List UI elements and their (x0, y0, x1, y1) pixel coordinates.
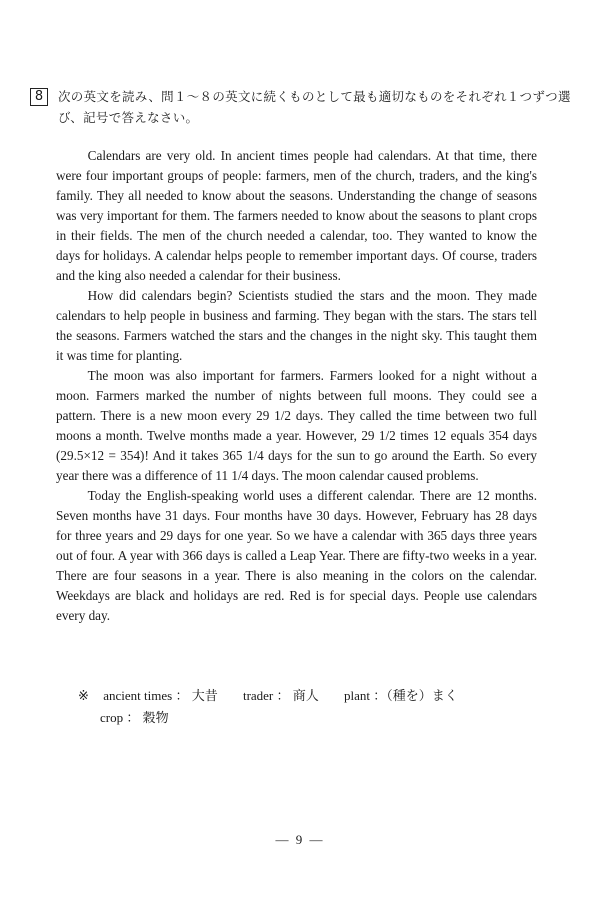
question-header (30, 86, 575, 128)
passage-paragraph-2: How did calendars begin? Scientists studied the stars and the moon. They made calendars to help people in business and farming. They began with the stars. The stars tell the seasons. Farmers watched the stars and the changes in the night sky. This taught them it was time for planting. (56, 288, 537, 363)
notes-row-2 (78, 707, 538, 728)
passage-paragraph-1: Calendars are very old. In ancient times people had calendars. At that time, there were four important groups of people: farmers, men of the church, traders, and the king's family. They all needed to know about the seasons. Understanding the change of seasons was very important for them. The farmers needed to know about the seasons to plant crops in their fields. The men of the church needed a calendar, too. They wanted to know the days for holidays. A calendar helps people to remember important days. Of course, traders and the king also needed a calendar for their business. (56, 148, 537, 283)
reading-passage (56, 146, 537, 626)
page-number: ― 9 ― (275, 832, 325, 847)
passage-paragraph-4: Today the English-speaking world uses a different calendar. There are 12 months. Seven months have 31 days. Four months have 30 days. However, February has 28 days for three years and 29 days for one year. So we have a calendar with 365 days three years out of four. A year with 366 days is called a Leap Year. There are fifty-two weeks in a year. There are four seasons in a year. There is also meaning in the colors on the calendar. Weekdays are black and holidays are red. Red is for special days. People use calendars every day. (56, 488, 537, 623)
question-number-box: 8 (30, 88, 48, 106)
passage-paragraph-3: The moon was also important for farmers. Farmers looked for a night without a moon. Farmers marked the number of nights between full moons. They could see a pattern. There is a new moon every 29 1/2 days. They called the time between two full moons a month. Twelve months made a year. However, 29 1/2 times 12 equals 354 days (29.5×12 = 354)! And it takes 365 1/4 days for the sun to go around the Earth. So every year there was a difference of 11 1/4 days. The moon calendar caused problems. (56, 368, 537, 483)
note-marker: ※ (78, 689, 89, 704)
notes-row-1 (78, 685, 538, 707)
note-ancient-times: ancient times ： 大昔 (103, 688, 218, 703)
vocabulary-notes (78, 685, 538, 728)
note-trader: trader ： 商人 (242, 688, 319, 703)
note-crop: crop ： 穀物 (100, 710, 169, 725)
note-plant: plant ：（種を）まく (344, 688, 458, 703)
question-instruction: 次の英文を読み、問１～８の英文に続くものとして最も適切なものをそれぞれ１つずつ選び、記号で答えなさい。 (58, 89, 571, 125)
